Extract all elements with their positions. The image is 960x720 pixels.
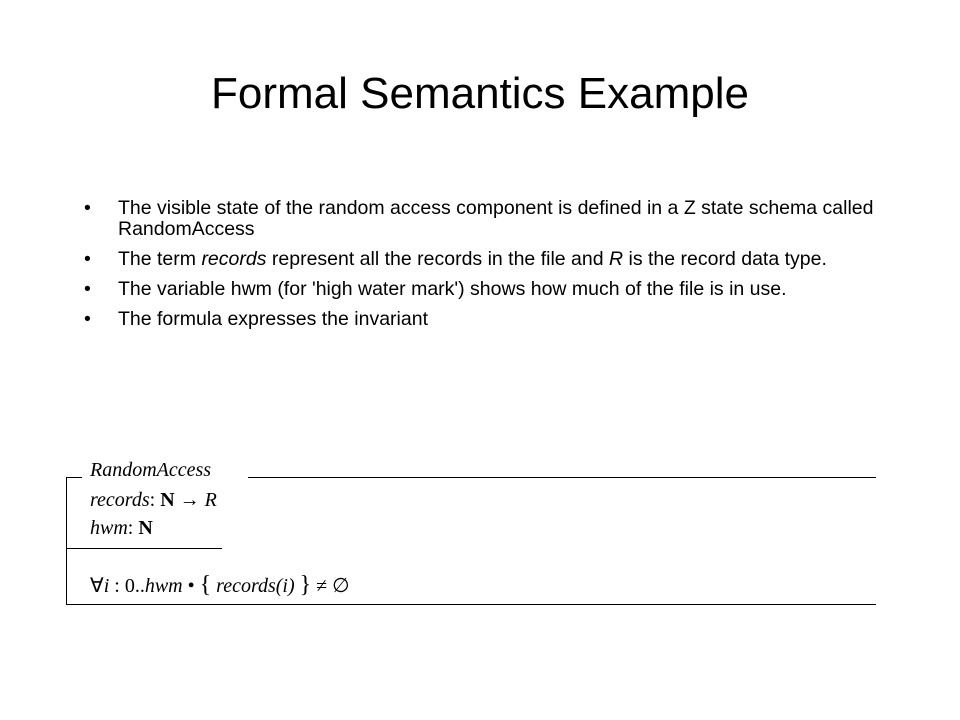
naturals-symbol: N (138, 517, 153, 539)
schema-top-left-rule (66, 477, 82, 478)
function-arrow-symbol: → (179, 489, 200, 511)
bullet-text: The visible state of the random access component is defined in a Z state schema called RandomAccess (118, 197, 874, 240)
schema-divider (66, 548, 222, 549)
schema-name: RandomAccess (90, 459, 212, 481)
bullet-text: The formula expresses the invariant (118, 308, 428, 330)
schema-bottom-rule (66, 604, 876, 605)
forall-symbol: ∀ (90, 575, 104, 597)
schema-left-border (66, 477, 67, 605)
declaration-records (90, 488, 217, 512)
bullet-emphasis: R (609, 248, 624, 270)
set-expression: records(i) (216, 575, 295, 597)
left-brace: { (199, 572, 212, 598)
bullet-glyph: • (84, 278, 91, 300)
not-equal-symbol: ≠ (316, 575, 328, 597)
bullet-text-part: is the record data type. (623, 248, 827, 270)
bullet-text-part: The term (118, 248, 202, 270)
spot-symbol: • (187, 575, 195, 597)
naturals-symbol: N (160, 489, 175, 511)
range-start: 0.. (124, 575, 145, 597)
declaration-hwm (90, 516, 153, 540)
schema-top-right-rule (248, 477, 876, 478)
empty-set-symbol: ∅ (332, 575, 350, 597)
bullet-text: The variable hwm (for 'high water mark') shows how much of the file is in use. (118, 278, 787, 300)
record-type: R (204, 489, 217, 511)
bound-var: i (103, 575, 110, 597)
decl-colon: : (149, 489, 156, 511)
pred-colon: : (114, 575, 120, 597)
slide-title: Formal Semantics Example (211, 69, 749, 118)
decl-var: records (90, 489, 150, 511)
bullet-text-part: represent all the records in the file and (266, 248, 609, 270)
bullet-emphasis: records (201, 248, 267, 270)
bullet-glyph: • (84, 248, 91, 270)
bullet-glyph: • (84, 308, 91, 330)
bullet-glyph: • (84, 197, 91, 219)
invariant-predicate (90, 573, 350, 598)
decl-colon: : (127, 517, 134, 539)
range-end: hwm (144, 575, 183, 597)
decl-var: hwm (90, 517, 128, 539)
right-brace: } (299, 572, 312, 598)
